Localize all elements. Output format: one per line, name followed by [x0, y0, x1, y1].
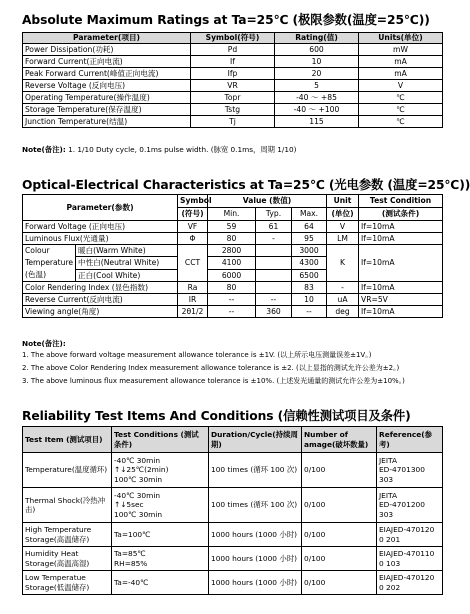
- amr-header: Units(单位): [359, 33, 443, 44]
- amr-cell: 20: [275, 68, 359, 80]
- amr-cell: Ifp: [191, 68, 275, 80]
- oec-ct-condition: If=10mA: [359, 245, 443, 282]
- rel-cell: Low Temperatue Storage(低温储存): [23, 571, 112, 595]
- oec-cell: 64: [292, 221, 327, 233]
- oec-cell: 正白(Cool White): [76, 269, 178, 281]
- oec-header-symbol: Symbol: [178, 195, 208, 208]
- rel-cell: EIAJED-470120 0 202: [377, 571, 443, 595]
- oec-header-typ: Typ.: [256, 208, 292, 221]
- oec-cell: Ra: [178, 282, 208, 294]
- oec-cell: 3000: [292, 245, 327, 257]
- oec-cell: If=10mA: [359, 282, 443, 294]
- oec-cell: -: [327, 282, 359, 294]
- oec-cell: uA: [327, 294, 359, 306]
- amr-cell: If: [191, 56, 275, 68]
- oec-color-temp-label: [23, 245, 76, 282]
- table-row: [23, 68, 443, 80]
- rel-cell: 1000 hours (1000 小时): [209, 523, 302, 547]
- oec-cell: VF: [178, 221, 208, 233]
- amr-cell: V: [359, 80, 443, 92]
- rel-cell: High Temperature Storage(高温储存): [23, 523, 112, 547]
- table-row: [23, 44, 443, 56]
- oec-ct-label-1: Colour: [25, 246, 50, 255]
- oec-header-min: Min.: [208, 208, 256, 221]
- rel-cell: 0/100: [302, 547, 377, 571]
- amr-cell: -40 ～ +85: [275, 92, 359, 104]
- amr-cell: ℃: [359, 116, 443, 128]
- amr-cell: Forward Current(正向电流): [23, 56, 191, 68]
- amr-cell: Junction Temperature(结温): [23, 116, 191, 128]
- table-row: [23, 104, 443, 116]
- rel-cell: Temperature(温度循环): [23, 453, 112, 488]
- oec-cell: If=10mA: [359, 233, 443, 245]
- table-row: [23, 56, 443, 68]
- oec-cell: If=10mA: [359, 221, 443, 233]
- amr-cell: ℃: [359, 92, 443, 104]
- amr-cell: Power Dissipation(功耗): [23, 44, 191, 56]
- table-row: [23, 116, 443, 128]
- oec-cell: [256, 282, 292, 294]
- oec-cell: 10: [292, 294, 327, 306]
- oec-cell: 暖白(Warm White): [76, 245, 178, 257]
- table-row: [23, 547, 443, 571]
- rel-cell: 0/100: [302, 571, 377, 595]
- oec-header-parameter: Parameter(参数): [23, 195, 178, 221]
- table-row: [23, 488, 443, 523]
- rel-header: Number of amage(破坏数量): [302, 427, 377, 453]
- table-row: [23, 282, 443, 294]
- oec-cell: --: [292, 306, 327, 318]
- oec-cell: 80: [208, 282, 256, 294]
- oec-header-unit-cn: (单位): [327, 208, 359, 221]
- oec-header-value: Value (数值): [208, 195, 327, 208]
- amr-cell: Tstg: [191, 104, 275, 116]
- amr-title: Absolute Maximum Ratings at Ta=25℃ (极限参数(温度=25℃)): [22, 13, 430, 27]
- amr-cell: Topr: [191, 92, 275, 104]
- amr-cell: mA: [359, 68, 443, 80]
- amr-note: [22, 145, 297, 155]
- oec-table: [22, 194, 443, 318]
- oec-cell: VR=5V: [359, 294, 443, 306]
- amr-header: Symbol(符号): [191, 33, 275, 44]
- oec-cell: 360: [256, 306, 292, 318]
- oec-cell: 59: [208, 221, 256, 233]
- oec-cell: LM: [327, 233, 359, 245]
- amr-cell: 115: [275, 116, 359, 128]
- oec-ct-unit: K: [327, 245, 359, 282]
- rel-cell: 1000 hours (1000 小时): [209, 571, 302, 595]
- rel-cell: Ta=100℃: [112, 523, 209, 547]
- oec-cell: deg: [327, 306, 359, 318]
- table-row: [23, 306, 443, 318]
- amr-header: Rating(值): [275, 33, 359, 44]
- amr-header: Parameter(项目): [23, 33, 191, 44]
- oec-cell: IR: [178, 294, 208, 306]
- oec-note-3: 3. The above luminous flux measurement allowance tolerance is ±10%. (上述发光通量的测试允许公差为±10%。): [22, 377, 405, 385]
- table-row: [23, 245, 443, 257]
- amr-cell: Tj: [191, 116, 275, 128]
- oec-note-1: 1. The above forward voltage measurement allowance tolerance is ±1V. (以上所示电压测量误差±1V。): [22, 351, 372, 359]
- table-row: [23, 523, 443, 547]
- oec-cell: Forward Voltage (正向电压): [23, 221, 178, 233]
- rel-table: [22, 426, 443, 595]
- amr-cell: 600: [275, 44, 359, 56]
- oec-cell: Viewing angle(角度): [23, 306, 178, 318]
- rel-cell: 1000 hours (1000 小时): [209, 547, 302, 571]
- oec-cell: 4300: [292, 257, 327, 269]
- rel-cell: Thermal Shock(冷热冲击): [23, 488, 112, 523]
- rel-header: Test Conditions (测试条件): [112, 427, 209, 453]
- oec-header-symbol-cn: (符号): [178, 208, 208, 221]
- amr-cell: Reverse Voltage (反向电压): [23, 80, 191, 92]
- rel-title: Reliability Test Items And Conditions (信赖性测试项目及条件): [22, 409, 411, 423]
- amr-cell: mW: [359, 44, 443, 56]
- oec-cell: -: [256, 233, 292, 245]
- table-row: [23, 80, 443, 92]
- oec-cell: Φ: [178, 233, 208, 245]
- rel-cell: 0/100: [302, 523, 377, 547]
- rel-cell: 0/100: [302, 488, 377, 523]
- rel-cell: 100 times (循环 100 次): [209, 488, 302, 523]
- oec-header-max: Max.: [292, 208, 327, 221]
- oec-title: Optical-Electrical Characteristics at Ta=25℃ (光电参数 (温度=25℃)): [22, 178, 470, 192]
- oec-cell: [256, 245, 292, 257]
- amr-cell: VR: [191, 80, 275, 92]
- oec-cell: --: [208, 306, 256, 318]
- rel-cell: 0/100: [302, 453, 377, 488]
- oec-cell: 83: [292, 282, 327, 294]
- oec-cell: Reverse Current(反向电流): [23, 294, 178, 306]
- oec-cell: 2θ1/2: [178, 306, 208, 318]
- rel-header: Duration/Cycle(持续周期): [209, 427, 302, 453]
- amr-cell: -40 ～ +100: [275, 104, 359, 116]
- oec-header-unit: Unit: [327, 195, 359, 208]
- oec-cell: V: [327, 221, 359, 233]
- rel-cell: JEITA ED-4701200 303: [377, 488, 443, 523]
- rel-cell: Humidity Heat Storage(高温高湿): [23, 547, 112, 571]
- amr-cell: Storage Temperature(保存温度): [23, 104, 191, 116]
- oec-header-condition-cn: (测试条件): [359, 208, 443, 221]
- oec-cell: 80: [208, 233, 256, 245]
- amr-cell: ℃: [359, 104, 443, 116]
- table-row: [23, 571, 443, 595]
- rel-cell: Ta=85℃ RH=85%: [112, 547, 209, 571]
- amr-cell: 10: [275, 56, 359, 68]
- rel-cell: JEITA ED-4701300 303: [377, 453, 443, 488]
- oec-cell: Luminous Flux(光通量): [23, 233, 178, 245]
- oec-ct-symbol: CCT: [178, 245, 208, 282]
- rel-cell: -40℃ 30min ↑↓25℃(2min) 100℃ 30min: [112, 453, 209, 488]
- rel-cell: EIAJED-470120 0 201: [377, 523, 443, 547]
- oec-cell: Color Rendering Index (显色指数): [23, 282, 178, 294]
- oec-note-2: 2. The above Color Rendering Index measurement allowance tolerance is ±2. (以上显指的测试允许公差为±2。): [22, 364, 400, 372]
- oec-cell: 95: [292, 233, 327, 245]
- oec-cell: --: [208, 294, 256, 306]
- oec-cell: [256, 257, 292, 269]
- amr-cell: mA: [359, 56, 443, 68]
- rel-cell: 100 times (循环 100 次): [209, 453, 302, 488]
- oec-cell: --: [256, 294, 292, 306]
- oec-ct-label-3: (色温): [25, 270, 47, 279]
- amr-cell: 5: [275, 80, 359, 92]
- table-row: [23, 92, 443, 104]
- oec-cell: [256, 269, 292, 281]
- amr-note-label: Note(备注):: [22, 145, 66, 154]
- amr-note-text: 1. 1/10 Duty cycle, 0.1ms pulse width. (脉宽 0.1ms，周期 1/10): [65, 145, 297, 154]
- rel-cell: Ta=-40℃: [112, 571, 209, 595]
- table-row: [23, 294, 443, 306]
- oec-header-condition: Test Condition: [359, 195, 443, 208]
- oec-cell: 6500: [292, 269, 327, 281]
- rel-header: Reference(参考): [377, 427, 443, 453]
- oec-cell: 4100: [208, 257, 256, 269]
- oec-cell: If=10mA: [359, 306, 443, 318]
- amr-cell: Peak Forward Current(峰值正向电流): [23, 68, 191, 80]
- oec-cell: 61: [256, 221, 292, 233]
- rel-cell: EIAJED-470110 0 103: [377, 547, 443, 571]
- amr-cell: Operating Temperature(操作温度): [23, 92, 191, 104]
- amr-table: [22, 32, 443, 128]
- oec-note-label-text: Note(备注):: [22, 339, 66, 348]
- rel-header: Test Item (测试项目): [23, 427, 112, 453]
- rel-cell: -40℃ 30min ↑↓5sec 100℃ 30min: [112, 488, 209, 523]
- table-row: [23, 221, 443, 233]
- oec-ct-label-2: Temperature: [25, 258, 74, 267]
- oec-cell: 6000: [208, 269, 256, 281]
- oec-note-label: [22, 339, 66, 349]
- oec-cell: 2800: [208, 245, 256, 257]
- table-row: [23, 233, 443, 245]
- amr-cell: Pd: [191, 44, 275, 56]
- oec-cell: 中性白(Neutral White): [76, 257, 178, 269]
- table-row: [23, 453, 443, 488]
